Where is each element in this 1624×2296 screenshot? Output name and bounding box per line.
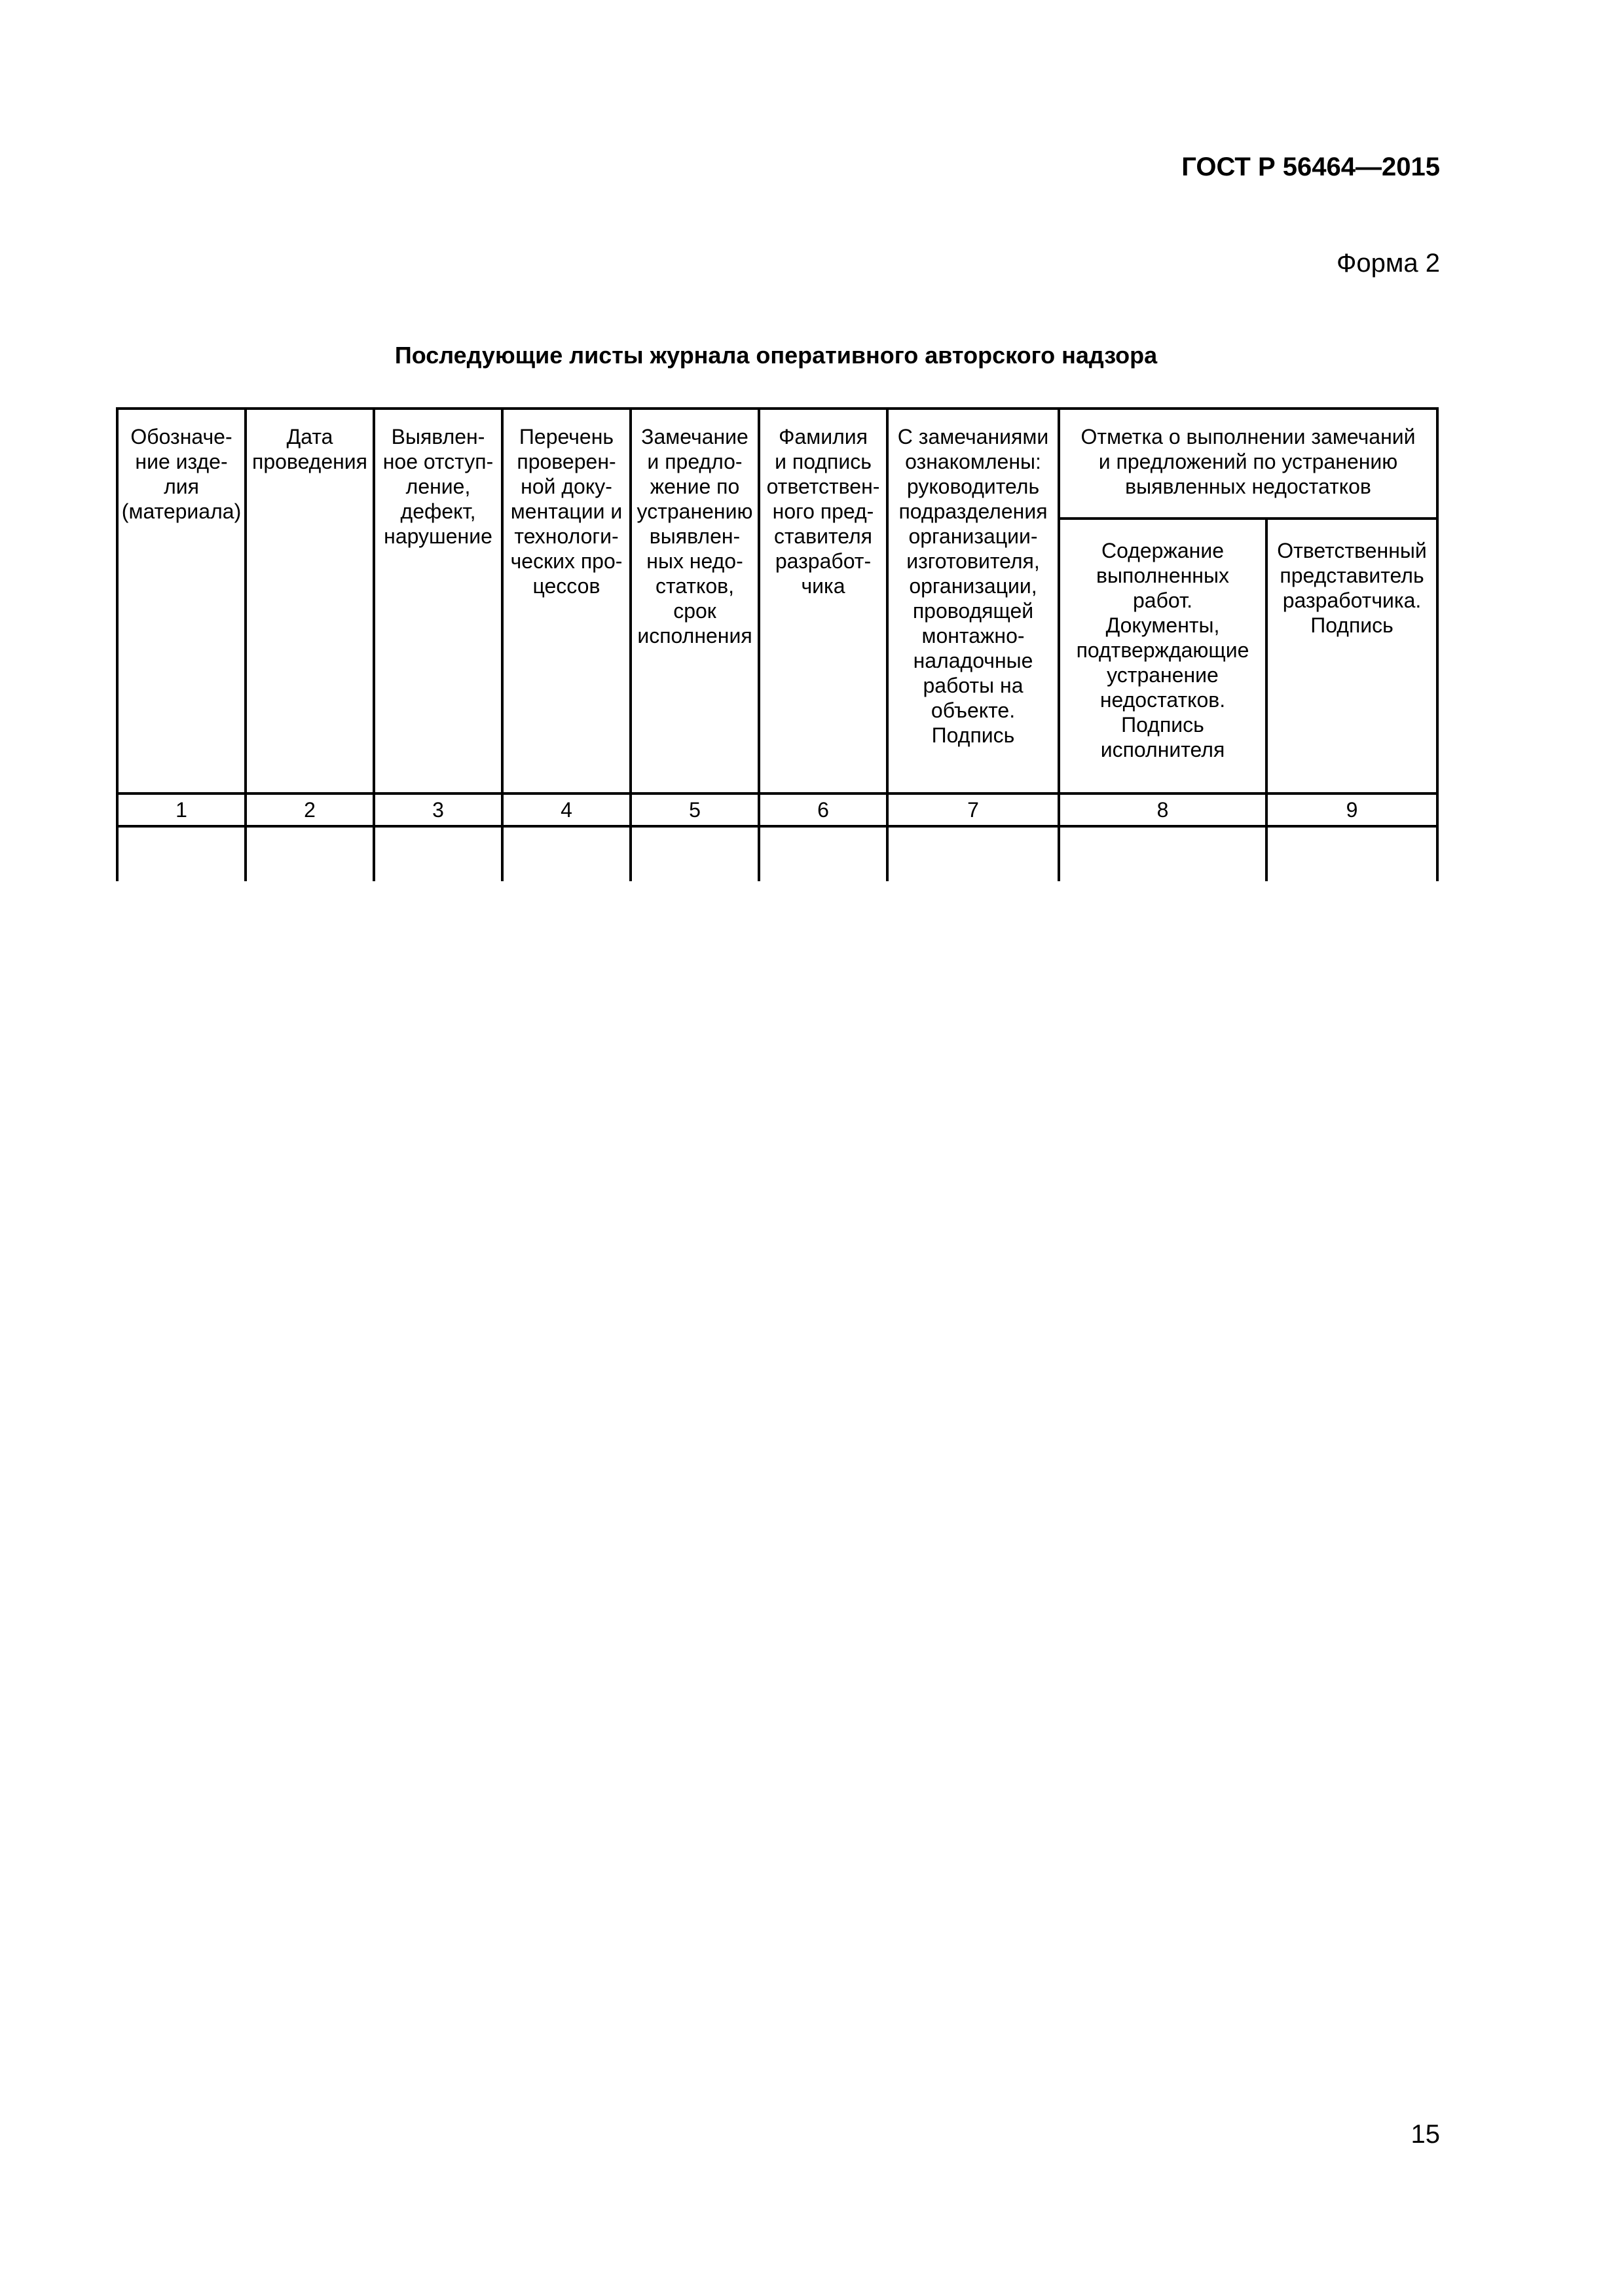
empty-cell: [502, 826, 631, 881]
column-number: 2: [246, 793, 374, 826]
page-number: 15: [1411, 2120, 1440, 2149]
column-number: 4: [502, 793, 631, 826]
column-number: 8: [1059, 793, 1266, 826]
column-header-9: Ответственный представитель разработчика. Подпись: [1266, 519, 1437, 793]
column-header-4: Перечень проверен- ной доку- ментации и технологи- ческих про- цессов: [502, 409, 631, 793]
empty-cell: [759, 826, 887, 881]
column-header-2: Дата проведения: [246, 409, 374, 793]
empty-cell: [1059, 826, 1266, 881]
document-code: ГОСТ Р 56464—2015: [1181, 153, 1440, 181]
column-header-1: Обозначе- ние изде- лия (материала): [117, 409, 246, 793]
header-row: [117, 409, 1437, 519]
column-header-3: Выявлен- ное отступ- ление, дефект, нарушение: [374, 409, 502, 793]
column-number: 9: [1266, 793, 1437, 826]
table-title: Последующие листы журнала оперативного авторского надзора: [394, 342, 1158, 369]
column-header-6: Фамилия и подпись ответствен- ного пред- ставителя разработ- чика: [759, 409, 887, 793]
empty-cell: [374, 826, 502, 881]
form-label: Форма 2: [1336, 249, 1440, 278]
column-number: 1: [117, 793, 246, 826]
column-number: 3: [374, 793, 502, 826]
column-header-8: Содержание выполненных работ. Документы, подтверждающие устранение недостатков. Подпись исполнителя: [1059, 519, 1266, 793]
column-number: 6: [759, 793, 887, 826]
empty-cell: [246, 826, 374, 881]
empty-cell: [117, 826, 246, 881]
empty-cell: [887, 826, 1059, 881]
journal-table: [116, 407, 1439, 881]
empty-entry-row: [117, 826, 1437, 881]
column-header-5: Замечание и предло- жение по устранению выявлен- ных недо- статков, срок исполнения: [631, 409, 759, 793]
column-number: 5: [631, 793, 759, 826]
column-header-7: С замечаниями ознакомлены: руководитель подразделения организации- изготовителя, организации, проводящей монтажно- наладочные работы на объекте. Подпись: [887, 409, 1059, 793]
column-number: 7: [887, 793, 1059, 826]
column-number-row: [117, 793, 1437, 826]
group-header-completion: Отметка о выполнении замечаний и предложений по устранению выявленных недостатков: [1059, 409, 1437, 519]
empty-cell: [1266, 826, 1437, 881]
empty-cell: [631, 826, 759, 881]
